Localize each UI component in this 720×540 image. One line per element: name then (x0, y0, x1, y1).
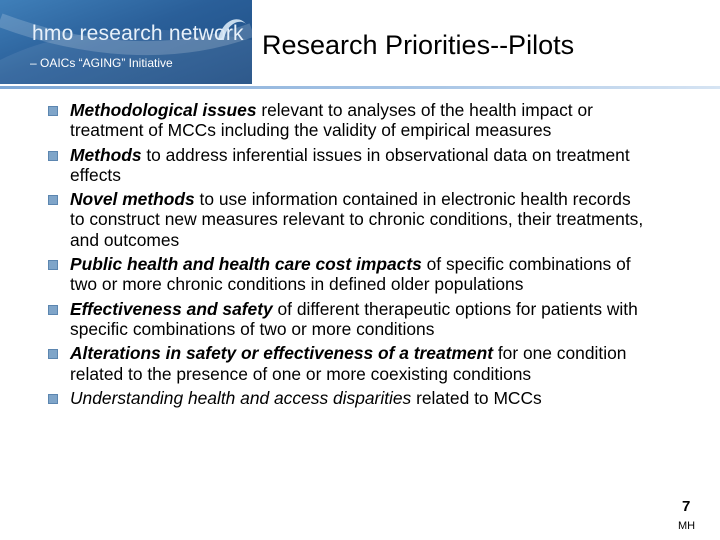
list-item (48, 343, 648, 384)
bullet-emphasis: Methodological issues (70, 100, 257, 120)
square-bullet-icon (48, 394, 58, 404)
list-item (48, 145, 648, 186)
square-bullet-icon (48, 260, 58, 270)
author-initials: MH (678, 520, 696, 532)
header-divider (0, 86, 720, 89)
page-number: 7 (682, 498, 691, 515)
bullet-emphasis: Alterations in safety or effectiveness of a treatment (70, 343, 493, 364)
bullet-text: for one condition related to the presence of one or more coexisting conditions (70, 343, 627, 384)
bullet-text: of specific combinations of two or more chronic conditions in defined older populations (70, 254, 631, 295)
bullet-emphasis: Public health and health care cost impacts (70, 254, 422, 275)
bullet-text: to address inferential issues in observational data on treatment effects (70, 144, 630, 185)
square-bullet-icon (48, 151, 58, 161)
page-title: Research Priorities--Pilots (262, 30, 575, 60)
bullet-emphasis: Understanding health and access disparities (70, 387, 412, 408)
initiative-label: – OAICs “AGING” Initiative (30, 56, 173, 70)
list-item (48, 299, 648, 340)
priority-list (48, 100, 648, 412)
bullet-emphasis: Effectiveness and safety (70, 298, 273, 319)
square-bullet-icon (48, 305, 58, 315)
bullet-text: relevant to analyses of the health impact or treatment of MCCs including the validity of empirical measures (70, 100, 593, 141)
list-item (48, 254, 648, 295)
bullet-text: of different therapeutic options for patients with specific combinations of two or more conditions (70, 298, 638, 339)
bullet-emphasis: Methods (70, 144, 142, 165)
square-bullet-icon (48, 349, 58, 359)
bullet-text: related to MCCs (411, 387, 542, 408)
square-bullet-icon (48, 106, 58, 116)
header-banner (0, 0, 252, 84)
list-item (48, 388, 648, 408)
list-item (48, 189, 648, 250)
logo-wordmark: hmo research network (32, 22, 244, 45)
logo-swirl-icon (212, 10, 252, 50)
square-bullet-icon (48, 195, 58, 205)
list-item (48, 100, 648, 141)
bullet-emphasis: Novel methods (70, 189, 195, 210)
bullet-text: to use information contained in electronic health records to construct new measures relevant to chronic conditions, their treatments, and outcomes (70, 189, 644, 250)
